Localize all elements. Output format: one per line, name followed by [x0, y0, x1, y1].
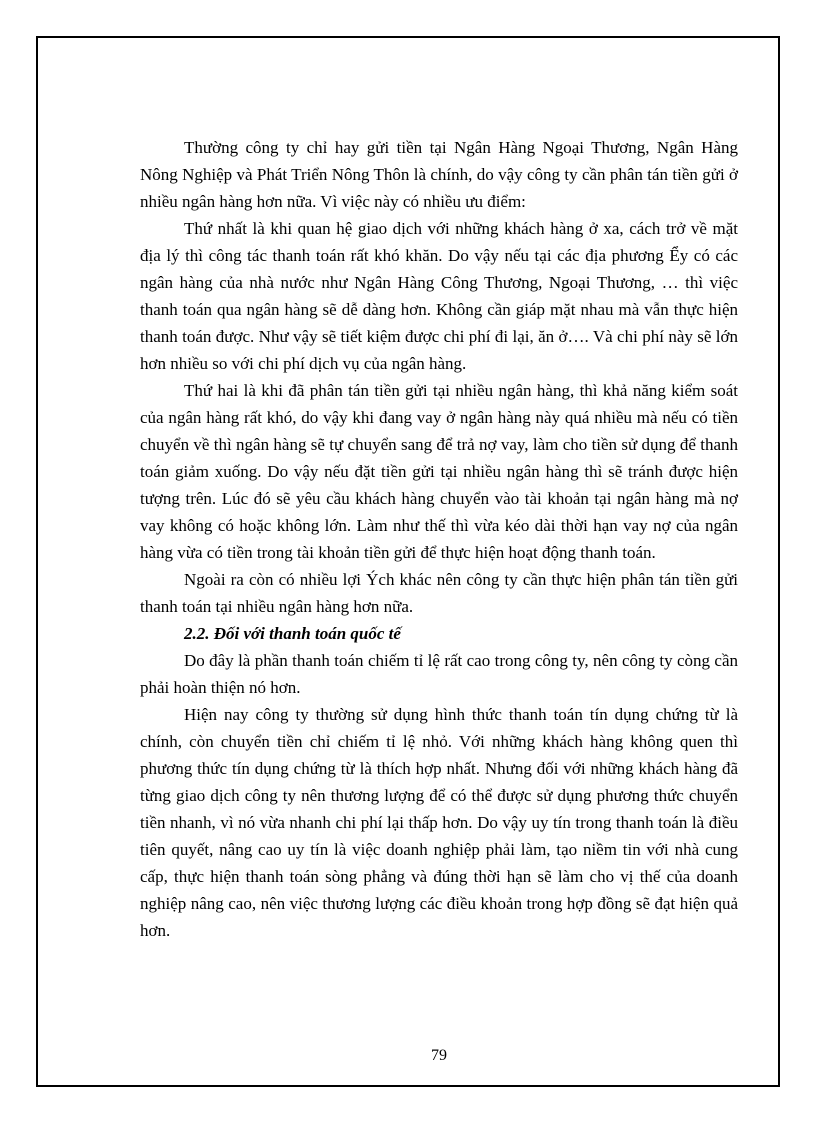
paragraph: Do đây là phần thanh toán chiếm tỉ lệ rất cao trong công ty, nên công ty còng cần phải hoàn thiện nó hơn. [140, 651, 738, 697]
page-number: 79 [431, 1047, 447, 1064]
page-content [140, 134, 738, 944]
paragraph: Ngoài ra còn có nhiều lợi Ých khác nên công ty cần thực hiện phân tán tiền gửi thanh toán tại nhiều ngân hàng hơn nữa. [140, 570, 738, 616]
paragraph: Thường công ty chỉ hay gửi tiền tại Ngân Hàng Ngoại Thương, Ngân Hàng Nông Nghiệp và Phát Triển Nông Thôn là chính, do vậy công ty cần phân tán tiền gửi ở nhiều ngân hàng hơn nữa. Vì việc này có nhiều ưu điểm: [140, 138, 738, 211]
paragraph: Hiện nay công ty thường sử dụng hình thức thanh toán tín dụng chứng từ là chính, còn chuyển tiền chỉ chiếm tỉ lệ nhỏ. Với những khách hàng không quen thì phương thức tín dụng chứng từ là thích hợp nhất. Nhưng đối với những khách hàng đã từng giao dịch công ty nên thương lượng để có thể được sử dụng phương thức chuyển tiền nhanh, vì nó vừa nhanh chi phí lại thấp hơn. Do vậy uy tín trong thanh toán là điều tiên quyết, nâng cao uy tín là việc doanh nghiệp phải làm, tạo niềm tin với nhà cung cấp, thực hiện thanh toán sòng phẳng và đúng thời hạn sẽ làm cho vị thế của doanh nghiệp nâng cao, nên việc thương lượng các điều khoản trong hợp đồng sẽ đạt hiện quả hơn. [140, 705, 738, 940]
paragraph: Thứ nhất là khi quan hệ giao dịch với những khách hàng ở xa, cách trở về mặt địa lý thì công tác thanh toán rất khó khăn. Do vậy nếu tại các địa phương Ểy có các ngân hàng của nhà nước như Ngân Hàng Công Thương, Ngoại Thương, … thì việc thanh toán qua ngân hàng sẽ dễ dàng hơn. Không cần giáp mặt nhau mà vẫn thực hiện thanh toán được. Như vậy sẽ tiết kiệm được chi phí đi lại, ăn ở…. Và chi phí này sẽ lớn hơn nhiều so với chi phí dịch vụ của ngân hàng. [140, 219, 738, 373]
section-heading: 2.2. Đối với thanh toán quốc tế [184, 624, 401, 643]
paragraph: Thứ hai là khi đã phân tán tiền gửi tại nhiều ngân hàng, thì khả năng kiểm soát của ngân hàng rất khó, do vậy khi đang vay ở ngân hàng này quá nhiều mà nếu có tiền chuyển về thì ngân hàng sẽ tự chuyển sang để trả nợ vay, làm cho tiền sử dụng để thanh toán giảm xuống. Do vậy nếu đặt tiền gửi tại nhiều ngân hàng thì sẽ tránh được hiện tượng trên. Lúc đó sẽ yêu cầu khách hàng chuyển vào tài khoản tại ngân hàng mà nợ vay không có hoặc không lớn. Làm như thế thì vừa kéo dài thời hạn vay nợ của ngân hàng vừa có tiền trong tài khoản tiền gửi để thực hiện hoạt động thanh toán. [140, 381, 738, 562]
